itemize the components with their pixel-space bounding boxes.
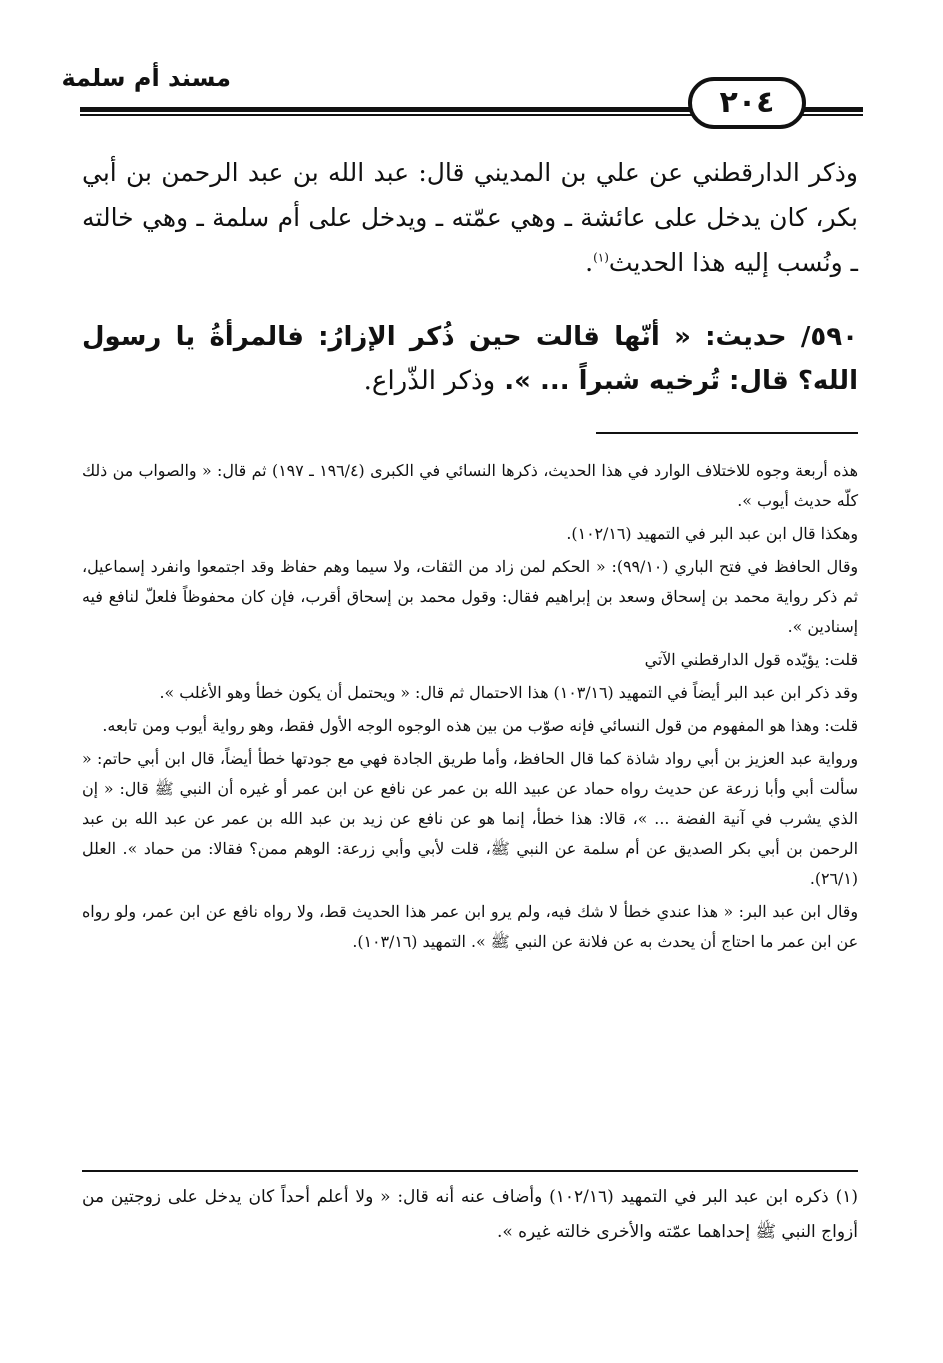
hadith-number: ٥٩٠/ [800,322,858,352]
footnote-separator [82,1170,858,1172]
running-header-title: مسند أم سلمة [61,64,231,92]
note-paragraph: وقال ابن عبد البر: « هذا عندي خطأ لا شك فيه، ولم يرو ابن عمر هذا الحديث قط، ولا رواه نافع عن ابن عمر، ولو رواه عن ابن عمر ما احتاج أن يحدث به عن فلانة عن النبي ﷺ ». التمهيد (١٠٣/١٦). [82,902,858,951]
page-number-badge: ٢٠٤ [688,77,806,129]
footnote-ref: (١) [593,250,609,265]
note-paragraph: وقال الحافظ في فتح الباري (٩٩/١٠): « الحكم لمن زاد من الثقات، ولا سيما وهم حفاظ وقد اجتمعوا وانفرد إسماعيل، ثم ذكر رواية محمد بن إسحاق وسعد بن إبراهيم فقال: وقول محمد بن إسحاق أقرب، فإن كان محفوظاً فلعلّ لنافع فيه إسنادين ». [82,557,859,636]
hadith-paragraph [82,315,858,403]
hadith-text: « أنّها قالت حين ذُكر الإزارُ: فالمرأةُ يا رسول الله؟ قال: تُرخيه شبراً ... ». [82,322,858,396]
intro-end: . [585,248,594,277]
intro-paragraph [82,150,858,285]
note-paragraph: وهكذا قال ابن عبد البر في التمهيد (١٠٢/١٦). [566,524,858,543]
hadith-label: حديث: [705,322,787,352]
note-paragraph: هذه أربعة وجوه للاختلاف الوارد في هذا الحديث، ذكرها النسائي في الكبرى (١٩٦/٤ ـ ١٩٧) ثم قال: « والصواب من ذلك كلّه حديث أيوب ». [82,461,858,510]
note-paragraph: قلت: يؤيّده قول الدارقطني الآتي [644,650,858,669]
hadith-tail: وذكر الذّراع. [363,366,496,396]
note-paragraph: ورواية عبد العزيز بن أبي رواد شاذة كما قال الحافظ، وأما طريق الجادة فهي مع جودتها خطأ أيضاً، قال ابن أبي حاتم: « سألت أبي وأبا زرعة عن حديث رواه حماد عن عبيد الله بن عمر عن نافع عن ابن عمر أو غيره أن النبي ﷺ قال: « إن الذي يشرب في آنية الفضة ... »، قالا: هذا خطأ، إنما هو عن نافع عن زيد بن عبد الله بن عمر عن عبد الله بن عبد الرحمن بن أبي بكر الصديق عن أم سلمة عن النبي ﷺ، قلت لأبي وأبي زرعة: الوهم ممن؟ فقالا: من حماد ». العلل (٢٦/١). [82,749,858,888]
note-paragraph: قلت: وهذا هو المفهوم من قول النسائي فإنه صوّب من بين هذه الوجوه الوجه الأول فقط، وهو رواية أيوب ومن تابعه. [102,716,858,735]
footnote-block [82,1180,858,1250]
intro-text: وذكر الدارقطني عن علي بن المديني قال: عبد الله بن عبد الرحمن بن أبي بكر، كان يدخل على عائشة ـ وهي عمّته ـ ويدخل على أم سلمة ـ وهي خالته ـ ونُسب إليه هذا الحديث [82,158,858,277]
notes-rule [596,432,858,434]
footnote-1: (١) ذكره ابن عبد البر في التمهيد (١٠٢/١٦) وأضاف عنه أنه قال: « ولا أعلم أحداً كان يدخل على زوجتين من أزواج النبي ﷺ إحداهما عمّته والأخرى خالته غيره ». [82,1187,858,1242]
note-paragraph: وقد ذكر ابن عبد البر أيضاً في التمهيد (١٠٣/١٦) هذا الاحتمال ثم قال: « ويحتمل أن يكون خطأ وهو الأغلب ». [159,683,858,702]
notes-block [82,456,858,960]
